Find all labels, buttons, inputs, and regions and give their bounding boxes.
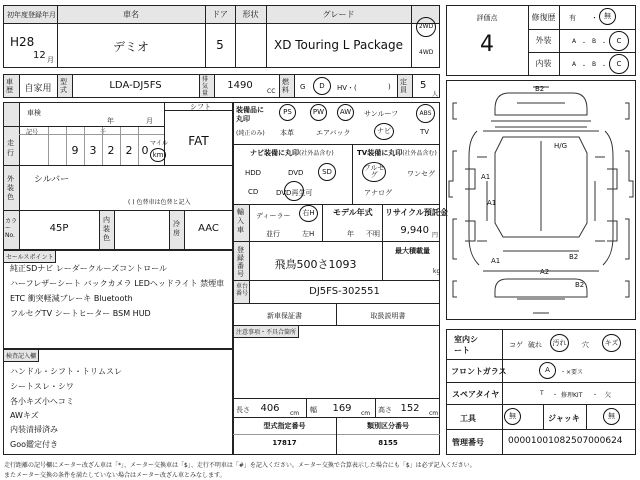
type-code-value: 17817 bbox=[272, 439, 297, 447]
mileage-unit-km-circled: km bbox=[150, 148, 166, 162]
sales-point-line: フルセグTV シートヒーター BSM HUD bbox=[10, 309, 151, 318]
car-name: デミオ bbox=[112, 40, 149, 54]
tv-label-text: TV装備に丸印 bbox=[357, 149, 403, 157]
shift-value: FAT bbox=[188, 134, 209, 148]
divider bbox=[322, 204, 323, 241]
shape-label: 形状 bbox=[242, 10, 259, 19]
fuel-label: 燃料 bbox=[282, 78, 289, 94]
diagram-label: B2 bbox=[575, 281, 585, 289]
tv-sub: (社外品含む) bbox=[402, 150, 437, 157]
interior-color-label: 内装色 bbox=[103, 216, 110, 242]
class-code-label: 類別区分番号 bbox=[367, 422, 409, 430]
equip-sunroof: サンルーフ bbox=[364, 110, 399, 118]
jack-none-circled: 無 bbox=[603, 408, 620, 425]
divider bbox=[57, 74, 58, 98]
inspector-note-line: Goo鑑定付き bbox=[10, 440, 58, 449]
mileage-unit-mile: マイル bbox=[150, 140, 168, 147]
import-parallel: 並行 bbox=[266, 230, 280, 238]
registration-label: 車歴 bbox=[6, 78, 13, 94]
import-label: 輸入車 bbox=[237, 208, 244, 234]
management-value: 00001001082507000624 bbox=[508, 436, 623, 446]
divider bbox=[586, 404, 587, 429]
seat-stain-circled: 汚れ bbox=[550, 334, 569, 352]
inspection-year-unit: 年 bbox=[107, 117, 114, 125]
fuel-hv: HV・( bbox=[337, 84, 357, 92]
diagram-label: H/G bbox=[554, 142, 568, 150]
displacement-unit: CC bbox=[267, 88, 276, 95]
mileage-thousand-label: 千 bbox=[100, 129, 107, 136]
import-dealer: ディーラー bbox=[256, 212, 291, 220]
inspector-note-line: シートスレ・シワ bbox=[10, 382, 74, 391]
equip-leather: 本革 bbox=[280, 129, 294, 137]
exterior-color-label: 外装色 bbox=[7, 175, 14, 201]
width-label: 幅 bbox=[310, 406, 317, 414]
sales-point-line: ETC 衝突軽減ブレーキ Bluetooth bbox=[10, 294, 133, 303]
chassis-value: DJ5FS-302551 bbox=[309, 286, 380, 297]
repair-yes: 有 bbox=[569, 14, 576, 22]
max-load-unit: kg bbox=[433, 268, 441, 275]
windshield-label: フロントガラス bbox=[451, 367, 507, 376]
height-value: 152 bbox=[400, 403, 420, 414]
divider bbox=[233, 398, 440, 399]
notes-label: 注意事項・不具合箇所 bbox=[234, 326, 299, 338]
length-value: 406 bbox=[260, 403, 280, 414]
recycle-label: リサイクル預託金 bbox=[385, 208, 448, 217]
exterior-grade-label: 外装 bbox=[535, 36, 552, 45]
sales-points-label: セールスポイント bbox=[4, 251, 56, 263]
equip-navi-circled: ナビ bbox=[374, 123, 394, 140]
equipment-label: 装備品に丸印 bbox=[236, 106, 264, 123]
height-unit: cm bbox=[429, 410, 439, 417]
interior-grade-c-circled: C bbox=[609, 54, 629, 74]
navi-sd-circled: SD bbox=[318, 163, 336, 181]
import-right-h-circled: 右H bbox=[299, 205, 318, 222]
mileage-digit: 9 bbox=[71, 144, 79, 157]
diagram-label: B2 bbox=[535, 85, 545, 93]
navi-sub: (社外品含む) bbox=[299, 150, 334, 157]
score-value: 4 bbox=[480, 32, 494, 57]
shift-label: シフト bbox=[190, 103, 211, 111]
spare-dot: ・ bbox=[552, 392, 559, 399]
equip-abs-circled: ABS bbox=[416, 104, 435, 123]
ac-value: AAC bbox=[198, 223, 219, 234]
model-year-unknown: 不明 bbox=[366, 230, 380, 238]
divider bbox=[528, 29, 636, 30]
inspector-note-line: AWキズ bbox=[10, 411, 39, 420]
grade-label: グレード bbox=[322, 10, 355, 19]
divider bbox=[233, 280, 440, 281]
navi-dvd-play-circle bbox=[284, 181, 304, 201]
divider bbox=[19, 134, 164, 135]
divider bbox=[233, 241, 440, 242]
jack-label: ジャッキ bbox=[548, 414, 580, 423]
footer-line-1: 走行距離の記号欄にメーター改ざん車は「*」、メーター交換車は「$」、走行不明車は「#」を記入ください。メーター交換で合算表示した場合にも「$」は必ず記入ください。 bbox=[4, 462, 476, 469]
seat-tear: 破れ bbox=[528, 341, 542, 349]
first-reg-year: H28 bbox=[10, 35, 35, 49]
divider bbox=[233, 144, 440, 145]
displacement-label: 排気量 bbox=[202, 76, 209, 97]
divider bbox=[352, 144, 353, 204]
capacity-unit: 人 bbox=[432, 91, 439, 98]
divider bbox=[48, 127, 49, 165]
navi-label bbox=[250, 148, 334, 158]
tv-oneseg: ワンセグ bbox=[407, 170, 435, 178]
diagram-label: A2 bbox=[540, 268, 550, 276]
car-diagram bbox=[447, 81, 635, 319]
width-unit: cm bbox=[361, 410, 371, 417]
capacity-value: 5 bbox=[420, 80, 427, 91]
inspector-note-line: 各小キズ小ヘコミ bbox=[10, 397, 74, 406]
diagram-label: A1 bbox=[481, 173, 491, 181]
divider bbox=[528, 52, 636, 53]
equipment-sub: (純正のみ) bbox=[236, 130, 265, 137]
divider bbox=[446, 382, 636, 383]
divider bbox=[3, 210, 233, 211]
spare-none: 欠 bbox=[605, 392, 612, 399]
navi-label-text: ナビ装備に丸印 bbox=[250, 149, 299, 157]
navi-hdd: HDD bbox=[245, 169, 262, 177]
repair-dot: ・ bbox=[591, 14, 598, 22]
divider bbox=[559, 5, 560, 76]
plate-value: 飛鳥500さ1093 bbox=[274, 258, 357, 271]
recycle-value: 9,940 bbox=[400, 225, 429, 236]
equip-tv: TV bbox=[420, 128, 430, 136]
tv-fullseg-circled: フルセグ bbox=[362, 162, 386, 182]
spare-label: スペアタイヤ bbox=[452, 390, 500, 399]
divider bbox=[397, 74, 398, 98]
seat-label: 室内シート bbox=[454, 335, 478, 355]
exterior-grade-a: A bbox=[572, 38, 577, 45]
navi-cd: CD bbox=[248, 188, 259, 196]
height-label: 高さ bbox=[378, 406, 392, 414]
recycle-unit: 円 bbox=[432, 232, 439, 239]
interior-grade-a: A bbox=[572, 61, 577, 68]
plate-label: 登録番号 bbox=[237, 246, 244, 278]
diagram-label: A1 bbox=[491, 257, 501, 265]
first-reg-month-unit: 月 bbox=[47, 56, 54, 64]
exterior-color-note: ( ) 色替車は色替と記入 bbox=[128, 199, 191, 206]
exterior-grade-dot: ・ bbox=[601, 40, 608, 47]
tools-none-circled: 無 bbox=[504, 408, 521, 425]
interior-grade-dot: ・ bbox=[601, 63, 608, 70]
drive-2wd-circled: 2WD bbox=[416, 17, 436, 37]
registration-value: 自家用 bbox=[24, 84, 52, 94]
exterior-grade-c-circled: C bbox=[609, 31, 629, 51]
color-no-value: 45P bbox=[49, 223, 69, 234]
divider bbox=[199, 74, 200, 98]
tools-label: 工具 bbox=[460, 414, 476, 423]
divider bbox=[446, 404, 636, 405]
length-unit: cm bbox=[290, 410, 300, 417]
management-label: 管理番号 bbox=[452, 438, 484, 447]
divider bbox=[249, 204, 250, 241]
navi-dvd: DVD bbox=[288, 169, 304, 177]
divider bbox=[375, 398, 376, 417]
spare-kit: 修理KIT bbox=[561, 392, 583, 399]
fuel-d-circled: D bbox=[313, 77, 331, 95]
displacement-value: 1490 bbox=[227, 80, 253, 91]
inspector-note-line: ハンドル・シフト・トリムスレ bbox=[10, 367, 122, 376]
divider bbox=[382, 241, 383, 280]
mileage-digit: 2 bbox=[107, 144, 115, 157]
type-code-label: 型式指定番号 bbox=[263, 422, 306, 430]
diagram-label: B2 bbox=[569, 253, 579, 261]
width-value: 169 bbox=[332, 403, 352, 414]
chassis-label: 車台番号 bbox=[236, 283, 249, 297]
model-year-year: 年 bbox=[347, 230, 354, 238]
mileage-note-label: 記号 bbox=[26, 129, 39, 136]
spare-dot: ・ bbox=[592, 392, 599, 399]
exterior-grade-dot: ・ bbox=[581, 40, 588, 47]
mileage-digit: 0 bbox=[141, 144, 149, 157]
tv-analog: アナログ bbox=[364, 189, 392, 197]
seat-burn: コゲ bbox=[509, 341, 523, 349]
mileage-digit: 3 bbox=[89, 144, 97, 157]
warranty-new-car: 新車保証書 bbox=[267, 312, 302, 320]
divider bbox=[543, 404, 544, 429]
divider bbox=[412, 74, 413, 98]
windshield-grade-circled: A bbox=[539, 362, 556, 379]
divider bbox=[294, 74, 295, 98]
mileage-digit: 2 bbox=[125, 144, 133, 157]
interior-grade-label: 内装 bbox=[535, 59, 552, 68]
inspector-notes-label: 検査記入欄 bbox=[4, 350, 39, 362]
color-no-label: カラーNo. bbox=[5, 218, 18, 239]
model-label: 型式 bbox=[60, 78, 67, 94]
score-label: 評価点 bbox=[476, 14, 498, 22]
inspector-note-line: 内装清掃済み bbox=[10, 425, 58, 434]
windshield-replace: ・×要ス bbox=[560, 369, 584, 376]
interior-grade-b: B bbox=[592, 61, 597, 68]
grade-value: XD Touring L Package bbox=[273, 38, 404, 52]
divider bbox=[306, 398, 307, 417]
capacity-label: 定員 bbox=[400, 78, 407, 94]
divider bbox=[279, 74, 280, 98]
seat-scratch-circled: キズ bbox=[602, 334, 621, 352]
fuel-close: ) bbox=[388, 83, 391, 91]
interior-grade-dot: ・ bbox=[581, 63, 588, 70]
exterior-grade-b: B bbox=[592, 38, 597, 45]
model-value: LDA-DJ5FS bbox=[109, 80, 162, 91]
seat-hole: 穴 bbox=[582, 341, 589, 349]
equip-aw-circled: AW bbox=[337, 104, 354, 121]
repair-label: 修復歴 bbox=[531, 13, 556, 22]
car-name-label: 車名 bbox=[123, 10, 139, 19]
divider bbox=[114, 210, 115, 250]
drive-4wd: 4WD bbox=[419, 49, 434, 56]
divider bbox=[446, 429, 636, 430]
sales-point-line: ハーフレザーシート バックカメラ LEDヘッドライト 禁煙車 bbox=[10, 279, 225, 288]
divider bbox=[446, 359, 636, 360]
equip-pw-circled: PW bbox=[310, 104, 327, 121]
class-code-value: 8155 bbox=[378, 439, 398, 447]
divider bbox=[233, 204, 440, 205]
repair-none-circled: 無 bbox=[599, 8, 616, 25]
first-reg-month: 12 bbox=[33, 50, 46, 61]
doors-value: 5 bbox=[216, 38, 224, 52]
max-load-label: 最大積載量 bbox=[395, 247, 430, 255]
navi-dvd-play: DVD再生可 bbox=[276, 189, 313, 197]
length-label: 長さ bbox=[236, 406, 250, 414]
tv-label bbox=[357, 148, 437, 158]
inspection-label: 車検 bbox=[27, 109, 41, 117]
equip-airbag: エアバック bbox=[316, 129, 351, 137]
divider bbox=[382, 204, 383, 241]
divider bbox=[411, 5, 412, 68]
exterior-color-value: シルバー bbox=[34, 175, 70, 185]
doors-label: ドア bbox=[212, 10, 228, 19]
equip-ps-circled: PS bbox=[279, 104, 296, 121]
spare-t: T bbox=[540, 390, 544, 397]
sales-point-line: 純正SDナビ レーダークルーズコントロール bbox=[10, 264, 167, 273]
divider bbox=[3, 23, 440, 24]
fuel-g: G bbox=[300, 83, 306, 91]
inspection-month-unit: 月 bbox=[146, 117, 153, 125]
diagram-label: A1 bbox=[487, 199, 497, 207]
model-year-label: モデル年式 bbox=[333, 208, 373, 217]
footer-line-2: またメーター交換の条件を満たしていない場合はメーター改ざん車とみなします。 bbox=[4, 472, 226, 479]
divider bbox=[3, 165, 233, 166]
mileage-label: 走行 bbox=[7, 139, 14, 157]
first-reg-label: 初年度登録年月 bbox=[7, 11, 56, 19]
warranty-manual: 取扱説明書 bbox=[370, 312, 406, 320]
ac-label: 冷房 bbox=[173, 220, 180, 237]
divider bbox=[502, 329, 503, 455]
divider bbox=[336, 417, 337, 455]
import-left-h: 左H bbox=[302, 230, 315, 238]
